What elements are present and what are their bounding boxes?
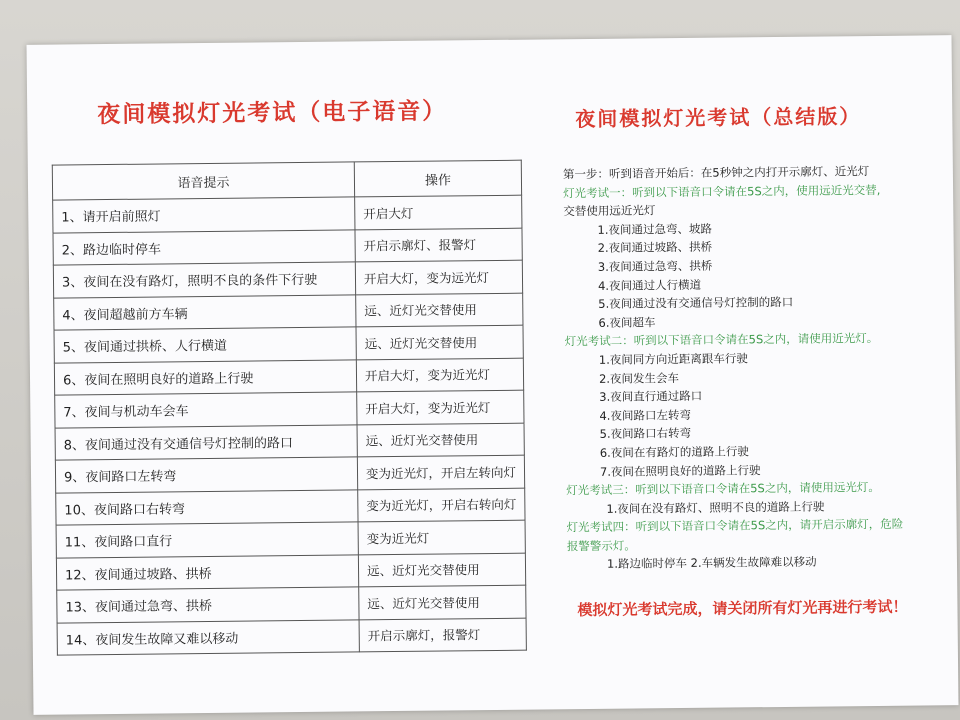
table-row <box>53 228 522 265</box>
step-one-text: 第一步：听到语音开始后：在5秒钟之内打开示廓灯、近光灯 <box>562 164 870 182</box>
list-item: 7.夜间在照明良好的道路上行驶 <box>599 462 761 479</box>
list-item: 4.夜间路口左转弯 <box>599 407 691 423</box>
test-four-heading: 灯光考试四：听到以下语音口令请在5S之内，请开启示廓灯，危险 <box>566 516 904 535</box>
prompt-cell: 8、夜间通过没有交通信号灯控制的路口 <box>55 424 357 460</box>
list-item: 5.夜间路口右转弯 <box>599 426 692 442</box>
prompt-cell: 9、夜间路口左转弯 <box>55 457 357 493</box>
table-row <box>54 293 523 330</box>
action-cell: 开启示廓灯，报警灯 <box>359 618 526 652</box>
prompt-cell: 6、夜间在照明良好的道路上行驶 <box>54 359 356 395</box>
footer-notice: 模拟灯光考试完成，请关闭所有灯光再进行考试！ <box>577 597 908 620</box>
table-row <box>54 325 523 362</box>
list-item: 5.夜间通过没有交通信号灯控制的路口 <box>598 295 794 312</box>
action-cell: 远、近灯光交替使用 <box>356 293 523 327</box>
action-cell: 变为近光灯 <box>358 520 525 554</box>
list-item: 2.夜间发生会车 <box>598 370 680 386</box>
list-item: 6.夜间在有路灯的道路上行驶 <box>599 444 749 460</box>
list-item: 4.夜间通过人行横道 <box>597 277 702 293</box>
table-row <box>57 618 526 655</box>
list-item: 1.夜间在没有路灯、照明不良的道路上行驶 <box>606 499 825 516</box>
list-item: 2.夜间通过坡路、拱桥 <box>597 240 713 256</box>
summary-section <box>563 161 942 574</box>
test-two-heading: 灯光考试二：听到以下语音口令请在5S之内，请使用近光灯。 <box>564 331 879 349</box>
action-cell: 开启大灯，变为远光灯 <box>355 260 522 294</box>
prompt-cell: 1、请开启前照灯 <box>53 197 355 233</box>
action-cell: 变为近光灯，开启右转向灯 <box>358 488 525 522</box>
table-row <box>55 423 524 460</box>
test-three-heading: 灯光考试三：听到以下语音口令请在5S之内，请使用远光灯。 <box>566 480 880 498</box>
exam-sheet <box>27 35 959 715</box>
prompt-cell: 5、夜间通过拱桥、人行横道 <box>54 327 356 363</box>
table-row <box>54 358 523 395</box>
prompt-cell: 3、夜间在没有路灯，照明不良的条件下行驶 <box>53 262 355 298</box>
test-one-heading-cont: 交替使用远近光灯 <box>563 203 656 219</box>
table-row <box>56 488 525 525</box>
list-item: 1.夜间通过急弯、坡路 <box>597 221 713 237</box>
list-item: 1.夜间同方向近距离跟车行驶 <box>598 351 748 367</box>
table-row <box>55 455 524 492</box>
action-cell: 远、近灯光交替使用 <box>359 585 526 619</box>
table-row <box>57 585 526 622</box>
prompt-cell: 4、夜间超越前方车辆 <box>54 294 356 330</box>
prompt-cell: 11、夜间路口直行 <box>56 522 358 558</box>
list-item: 3.夜间直行通过路口 <box>599 388 703 405</box>
prompt-cell: 2、路边临时停车 <box>53 229 355 265</box>
column-header-action: 操作 <box>354 160 521 197</box>
list-item: 3.夜间通过急弯、拱桥 <box>597 258 713 274</box>
prompt-cell: 14、夜间发生故障又难以移动 <box>57 619 359 655</box>
prompt-cell: 7、夜间与机动车会车 <box>55 392 357 428</box>
column-header-prompt: 语音提示 <box>52 162 354 200</box>
voice-prompt-table <box>52 160 527 656</box>
test-four-heading-cont: 报警警示灯。 <box>566 538 636 554</box>
action-cell: 开启大灯，变为近光灯 <box>356 358 523 392</box>
action-cell: 开启大灯，变为近光灯 <box>357 390 524 424</box>
test-one-heading: 灯光考试一：听到以下语音口令请在5S之内，使用远近光交替, <box>563 182 881 200</box>
action-cell: 变为近光灯，开启左转向灯 <box>357 455 524 489</box>
table-header-row <box>52 160 521 200</box>
table-row <box>56 553 525 590</box>
list-item: 6.夜间超车 <box>598 315 656 330</box>
table-row <box>53 195 522 232</box>
prompt-cell: 13、夜间通过急弯、拱桥 <box>57 587 359 623</box>
prompt-cell: 12、夜间通过坡路、拱桥 <box>56 554 358 590</box>
action-cell: 远、近灯光交替使用 <box>357 423 524 457</box>
table-row <box>55 390 524 427</box>
page-title-right: 夜间模拟灯光考试（总结版） <box>575 104 862 132</box>
list-item: 1.路边临时停车 2.车辆发生故障难以移动 <box>606 555 817 572</box>
action-cell: 远、近灯光交替使用 <box>358 553 525 587</box>
action-cell: 开启示廓灯、报警灯 <box>355 228 522 262</box>
table-row <box>56 520 525 557</box>
page-title-left: 夜间模拟灯光考试（电子语音） <box>97 98 448 129</box>
prompt-cell: 10、夜间路口右转弯 <box>56 489 358 525</box>
table-row <box>53 260 522 297</box>
action-cell: 开启大灯 <box>355 195 522 229</box>
action-cell: 远、近灯光交替使用 <box>356 325 523 359</box>
